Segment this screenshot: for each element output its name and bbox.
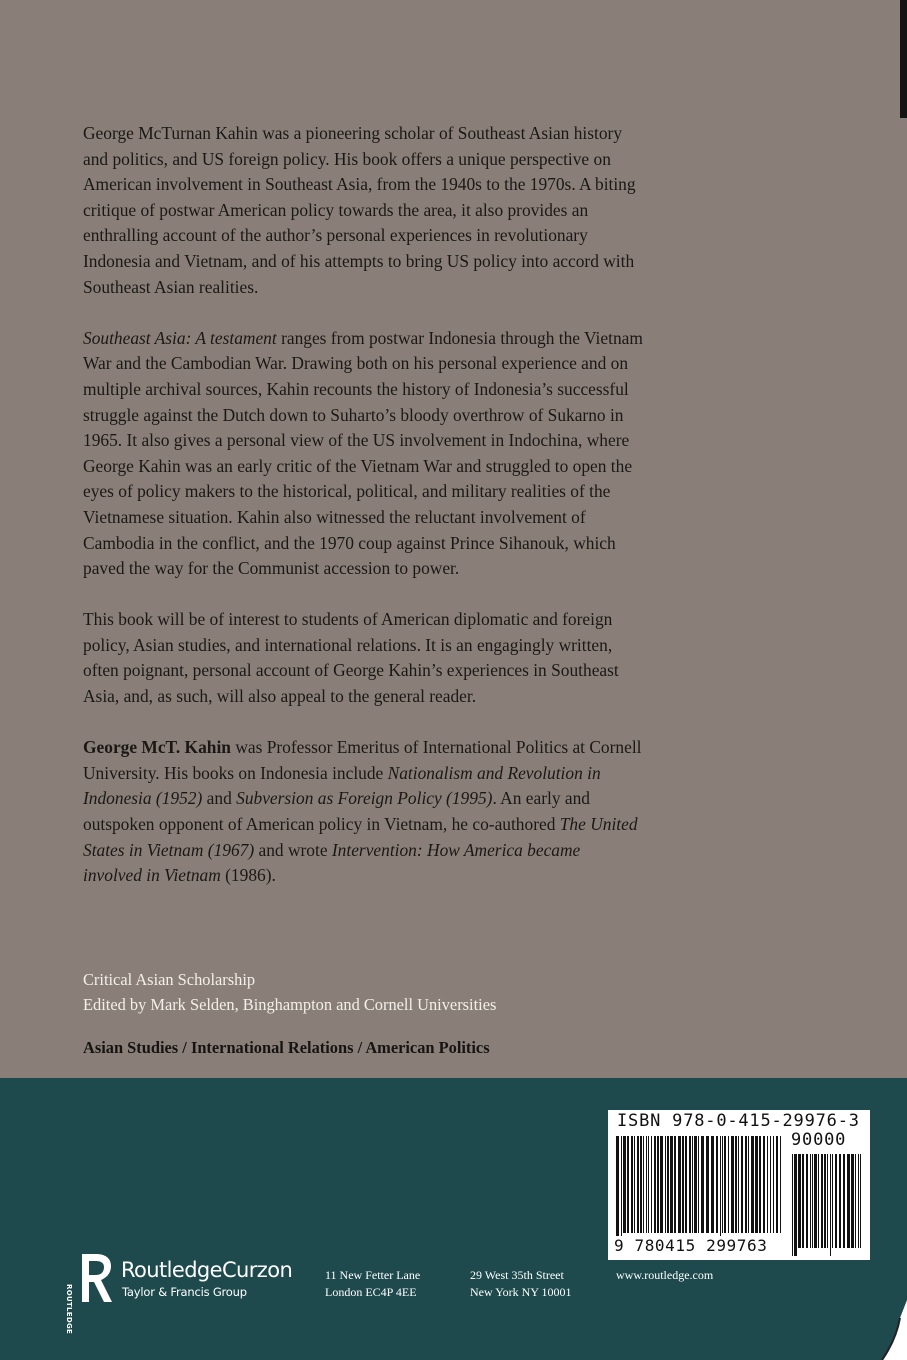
spine-edge — [900, 0, 907, 118]
ean-barcode — [616, 1136, 781, 1241]
barcode-bar — [731, 1136, 734, 1233]
publisher-name: RoutledgeCurzon — [121, 1258, 293, 1282]
bio-text: was Professor Emeritus of International Politics at Cornell University. His books on Indonesia include — [83, 737, 642, 783]
price-code: 90000 — [791, 1130, 847, 1150]
barcode-bar — [851, 1154, 854, 1248]
barcode-bar — [678, 1136, 681, 1233]
barcode-bar — [694, 1136, 697, 1233]
barcode-bar — [728, 1136, 729, 1233]
description-text-1: George McTurnan Kahin was a pioneering scholar of Southeast Asian history and politics, and US foreign policy. His book offers a unique perspective on American involvement in Southeast Asia, from the 1940s to the 1970s. A biting critique of postwar American policy towards the area, it also provides an enthralling account of the author’s personal experiences in revolutionary Indonesia and Vietnam, and of his attempts to bring US policy into accord with Southeast Asian realities. — [83, 123, 636, 297]
barcode-bar — [835, 1154, 837, 1248]
barcode-bar — [810, 1154, 811, 1248]
barcode-bar — [748, 1136, 749, 1233]
barcode-bar — [627, 1136, 629, 1233]
addon-barcode — [792, 1154, 862, 1256]
barcode-bar — [759, 1136, 761, 1233]
publisher-group: Taylor & Francis Group — [122, 1285, 247, 1299]
barcode-bar — [654, 1136, 656, 1233]
series-info — [83, 968, 496, 1017]
barcode-bar — [832, 1154, 833, 1248]
bio-text: . An early and outspoken opponent of American policy in Vietnam, he co-authored — [83, 788, 590, 835]
barcode-bar — [806, 1154, 808, 1248]
barcode-bar — [802, 1154, 804, 1248]
address-new-york — [470, 1267, 572, 1301]
barcode-bar — [763, 1136, 765, 1233]
address-line: 11 New Fetter Lane — [325, 1268, 421, 1282]
barcode-bar — [657, 1136, 659, 1233]
barcode-bar — [830, 1154, 831, 1256]
barcode-bar — [821, 1154, 823, 1248]
description-paragraph-3 — [83, 607, 643, 709]
routledge-logo-icon — [80, 1252, 114, 1304]
publisher-website[interactable]: www.routledge.com — [616, 1268, 714, 1282]
barcode-bar — [767, 1136, 768, 1233]
barcode-bar — [701, 1136, 704, 1233]
address-line: New York NY 10001 — [470, 1285, 572, 1299]
barcode-bar — [847, 1154, 850, 1248]
bio-text: and wrote — [254, 839, 332, 860]
barcode-bar — [812, 1154, 813, 1248]
description-text-2: ranges from postwar Indonesia through the Vietnam War and the Cambodian War. Drawing both on his personal experience and on multiple archival sources, Kahin recounts the history of Indonesia’s successful struggle against the Dutch down to Suharto’s bloody overthrow of Sukarno in 1965. It also gives a personal view of the US involvement in Indochina, where George Kahin was an early critic of the Vietnam War and struggled to open the eyes of policy makers to the historical, political, and military realities of the Vietnamese situation. Kahin also witnessed the reluctant involvement of Cambodia in the conflict, and the 1970 coup against Prince Sihanouk, which paved the way for the Communist accession to power. — [83, 327, 643, 579]
barcode-bar — [637, 1136, 639, 1233]
barcode-bar — [855, 1154, 856, 1248]
barcode-bar — [682, 1136, 684, 1233]
barcode-bar — [648, 1136, 649, 1233]
barcode-bar — [814, 1154, 817, 1248]
barcode-bar — [827, 1154, 828, 1248]
barcode-bar — [698, 1136, 699, 1233]
bio-book-title: Intervention: How America became involved in Vietnam — [83, 839, 581, 886]
barcode-bar — [860, 1154, 861, 1248]
barcode-bar — [634, 1136, 635, 1233]
barcode-bar — [616, 1136, 619, 1241]
barcode-bar — [631, 1136, 633, 1233]
barcode-bar — [776, 1136, 778, 1233]
barcode-bar — [792, 1154, 793, 1256]
series-name: Critical Asian Scholarship — [83, 970, 256, 989]
author-bio — [83, 735, 643, 889]
bio-book-title: Nationalism and Revolution in Indonesia (1952) — [83, 762, 601, 809]
barcode-bar — [665, 1136, 666, 1233]
description-paragraph-1 — [83, 121, 643, 300]
barcode-bar — [839, 1154, 841, 1248]
bio-text: (1986). — [220, 865, 276, 886]
bio-book-title: The United States in Vietnam (1967) — [83, 814, 638, 860]
barcode-panel — [608, 1110, 870, 1260]
author-name: George McT. Kahin — [83, 737, 231, 758]
barcode-bar — [621, 1136, 622, 1241]
barcode-bar — [824, 1154, 826, 1248]
barcode-bar — [706, 1136, 709, 1233]
barcode-bar — [738, 1136, 739, 1233]
bio-book-title: Subversion as Foreign Policy (1995) — [236, 788, 493, 809]
isbn-label: ISBN 978-0-415-29976-3 — [617, 1111, 860, 1131]
barcode-bar — [674, 1136, 676, 1233]
barcode-bar — [780, 1136, 781, 1233]
subject-categories: Asian Studies / International Relations / American Politics — [83, 1038, 490, 1057]
barcode-bar — [640, 1136, 642, 1233]
barcode-bar — [818, 1154, 819, 1248]
barcode-bar — [858, 1154, 859, 1248]
barcode-bar — [643, 1136, 644, 1233]
barcode-bar — [651, 1136, 652, 1233]
book-title-italic: Southeast Asia: A testament — [83, 327, 277, 348]
logo-vertical-text: ROUTLEDGE — [65, 1284, 73, 1335]
barcode-bar — [646, 1136, 647, 1233]
barcode-bar — [689, 1136, 691, 1233]
barcode-bar — [745, 1136, 747, 1233]
barcode-bar — [670, 1136, 673, 1233]
barcode-bar — [685, 1136, 687, 1233]
description-paragraph-2 — [83, 326, 643, 582]
barcode-bar — [724, 1136, 726, 1233]
barcode-bar — [667, 1136, 669, 1233]
barcode-bar — [722, 1136, 723, 1233]
barcode-bar — [623, 1136, 626, 1233]
barcode-bar — [843, 1154, 845, 1248]
barcode-bar — [735, 1136, 737, 1233]
back-cover-copy — [83, 121, 643, 889]
series-editor: Edited by Mark Selden, Binghampton and Cornell Universities — [83, 994, 497, 1014]
barcode-bar — [751, 1136, 754, 1233]
barcode-bar — [716, 1136, 718, 1233]
barcode-bar — [741, 1136, 743, 1233]
bio-text: and — [202, 788, 237, 809]
description-text-3: This book will be of interest to students of American diplomatic and foreign policy, Asian studies, and international relations. It is an engagingly written, often poignant, personal account of George Kahin’s experiences in Southeast Asia, and, as such, will also appeal to the general reader. — [83, 609, 619, 707]
address-line: 29 West 35th Street — [470, 1268, 564, 1282]
barcode-bar — [794, 1154, 797, 1256]
barcode-bar — [755, 1136, 758, 1233]
barcode-bar — [692, 1136, 693, 1233]
barcode-bar — [711, 1136, 714, 1233]
barcode-bar — [770, 1136, 771, 1233]
barcode-bar — [660, 1136, 663, 1233]
address-london — [325, 1267, 420, 1301]
barcode-bar — [720, 1136, 721, 1241]
ean-digits: 9 780415 299763 — [614, 1236, 771, 1255]
barcode-bar — [773, 1136, 774, 1233]
address-line: London EC4P 4EE — [325, 1285, 417, 1299]
barcode-bar — [798, 1154, 801, 1248]
page-curl — [878, 1300, 907, 1360]
